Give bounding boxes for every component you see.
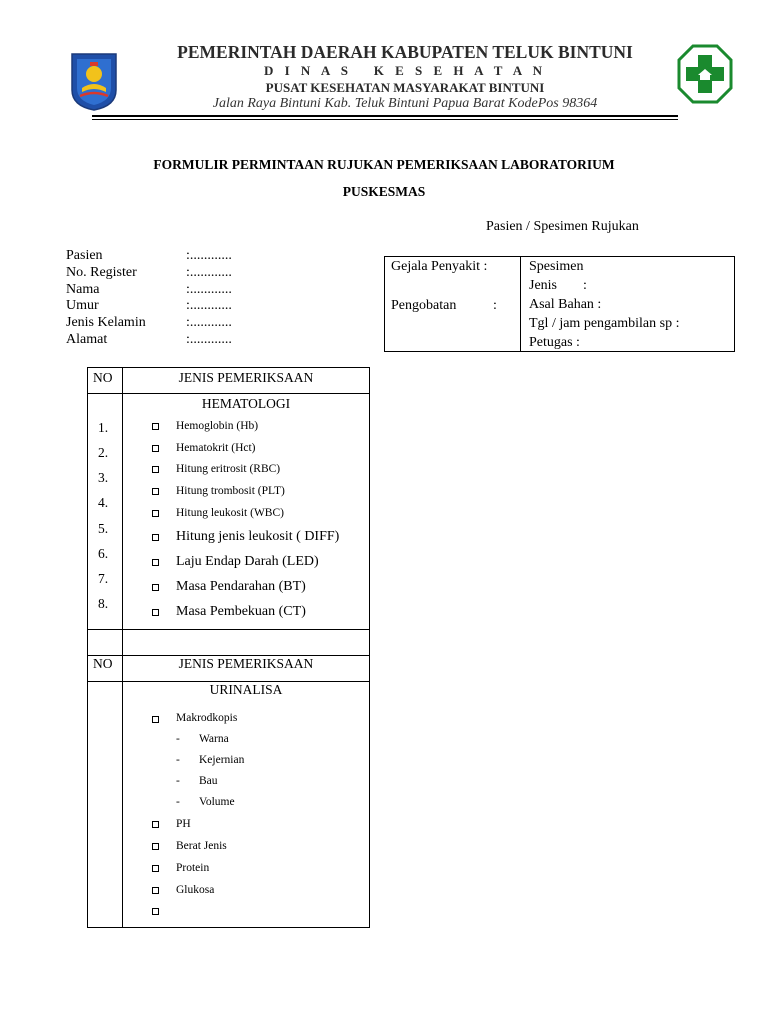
source-material-label[interactable]: Asal Bahan : bbox=[529, 297, 602, 312]
field-label-pasien: Pasien bbox=[66, 248, 103, 263]
field-label-jenis-kelamin: Jenis Kelamin bbox=[66, 315, 146, 331]
item-trombosit: Hitung trombosit (PLT) bbox=[176, 485, 285, 497]
patient-field-values bbox=[186, 248, 232, 349]
dash-marker: - bbox=[176, 733, 180, 745]
urinalysis-section-title: URINALISA bbox=[209, 682, 283, 697]
item-hemoglobin: Hemoglobin (Hb) bbox=[176, 420, 259, 432]
checkbox-hematokrit[interactable] bbox=[152, 445, 159, 452]
field-value-alamat[interactable]: :............ bbox=[186, 331, 232, 347]
puskesmas-cross-logo-icon bbox=[676, 43, 734, 105]
hematology-number: 8. bbox=[98, 596, 109, 611]
hematology-number: 5. bbox=[98, 521, 109, 536]
checkbox-led[interactable] bbox=[152, 559, 159, 566]
header-rule-thin bbox=[92, 119, 678, 120]
hematology-col-exam: JENIS PEMERIKSAAN bbox=[178, 370, 314, 385]
sampling-time-label[interactable]: Tgl / jam pengambilan sp : bbox=[529, 316, 680, 331]
hematology-number: 4. bbox=[98, 495, 109, 510]
specimen-label: Spesimen bbox=[529, 259, 584, 274]
field-value-pasien[interactable]: :............ bbox=[186, 248, 232, 263]
checkbox-trombosit[interactable] bbox=[152, 488, 159, 495]
checkbox-glukosa[interactable] bbox=[152, 887, 159, 894]
item-glukosa: Glukosa bbox=[176, 884, 215, 896]
urinalysis-col-no: NO bbox=[93, 656, 113, 671]
patient-field-labels bbox=[66, 248, 146, 349]
checkbox-berat-jenis[interactable] bbox=[152, 843, 159, 850]
form-title: FORMULIR PERMINTAAN RUJUKAN PEMERIKSAAN LABORATORIUM bbox=[153, 157, 615, 172]
government-title: PEMERINTAH DAERAH KABUPATEN TELUK BINTUNI bbox=[177, 42, 633, 62]
dash-marker: - bbox=[176, 775, 180, 787]
regency-emblem-icon bbox=[68, 50, 120, 112]
item-eritrosit: Hitung eritrosit (RBC) bbox=[176, 463, 281, 475]
hematology-number: 7. bbox=[98, 571, 109, 586]
checkbox-eritrosit[interactable] bbox=[152, 466, 159, 473]
checkbox-makroskopis[interactable] bbox=[152, 716, 159, 723]
checkbox-bt[interactable] bbox=[152, 584, 159, 591]
field-label-umur: Umur bbox=[66, 298, 99, 314]
item-protein: Protein bbox=[176, 862, 210, 874]
hematology-col-no: NO bbox=[93, 370, 113, 385]
field-value-register[interactable]: :............ bbox=[186, 264, 232, 280]
field-label-alamat: Alamat bbox=[66, 331, 108, 347]
checkbox-empty[interactable] bbox=[152, 908, 159, 915]
checkbox-ph[interactable] bbox=[152, 821, 159, 828]
checkbox-protein[interactable] bbox=[152, 865, 159, 872]
checkbox-hemoglobin[interactable] bbox=[152, 423, 159, 430]
hematology-number: 1. bbox=[98, 420, 109, 435]
hematology-section-title: HEMATOLOGI bbox=[201, 396, 291, 411]
item-hematokrit: Hematokrit (Hct) bbox=[176, 442, 256, 454]
form-subtitle: PUSKESMAS bbox=[342, 184, 426, 199]
field-value-nama[interactable]: :............ bbox=[186, 281, 232, 297]
item-bt: Masa Pendarahan (BT) bbox=[176, 579, 306, 594]
treatment-label[interactable]: Pengobatan bbox=[391, 298, 457, 313]
header-rule-thick bbox=[92, 115, 678, 117]
checkbox-diff[interactable] bbox=[152, 534, 159, 541]
officer-label[interactable]: Petugas : bbox=[529, 335, 580, 350]
item-makroskopis: Makrodkopis bbox=[176, 712, 238, 724]
item-diff: Hitung jenis leukosit ( DIFF) bbox=[176, 529, 340, 544]
referral-label: Pasien / Spesimen Rujukan bbox=[486, 219, 639, 234]
symptom-label[interactable]: Gejala Penyakit : bbox=[391, 259, 488, 274]
specimen-type-label[interactable]: Jenis bbox=[529, 278, 557, 293]
sub-item-kejernian: Kejernian bbox=[199, 754, 245, 766]
field-value-umur[interactable]: :............ bbox=[186, 298, 232, 314]
checkbox-ct[interactable] bbox=[152, 609, 159, 616]
item-berat-jenis: Berat Jenis bbox=[176, 840, 227, 852]
checkbox-leukosit[interactable] bbox=[152, 510, 159, 517]
dash-marker: - bbox=[176, 754, 180, 766]
field-label-register: No. Register bbox=[66, 264, 137, 280]
sub-item-warna: Warna bbox=[199, 733, 229, 745]
address-line: Jalan Raya Bintuni Kab. Teluk Bintuni Papua Barat KodePos 98364 bbox=[212, 96, 598, 111]
treatment-colon: : bbox=[493, 298, 497, 313]
hematology-number: 2. bbox=[98, 445, 109, 460]
item-ph: PH bbox=[176, 818, 191, 830]
specimen-type-colon: : bbox=[583, 278, 587, 293]
dash-marker: - bbox=[176, 796, 180, 808]
item-leukosit: Hitung leukosit (WBC) bbox=[176, 507, 284, 519]
hematology-number: 3. bbox=[98, 470, 109, 485]
department-title: D I N A S K E S E H A T A N bbox=[263, 63, 547, 78]
urinalysis-col-exam: JENIS PEMERIKSAAN bbox=[178, 656, 314, 671]
field-value-jenis-kelamin[interactable]: :............ bbox=[186, 315, 232, 331]
info-box-divider bbox=[520, 256, 521, 352]
hematology-number: 6. bbox=[98, 546, 109, 561]
sub-item-volume: Volume bbox=[199, 796, 235, 808]
item-led: Laju Endap Darah (LED) bbox=[176, 554, 319, 569]
health-center-title: PUSAT KESEHATAN MASYARAKAT BINTUNI bbox=[265, 80, 545, 95]
item-ct: Masa Pembekuan (CT) bbox=[176, 604, 306, 619]
sub-item-bau: Bau bbox=[199, 775, 218, 787]
field-label-nama: Nama bbox=[66, 281, 100, 297]
